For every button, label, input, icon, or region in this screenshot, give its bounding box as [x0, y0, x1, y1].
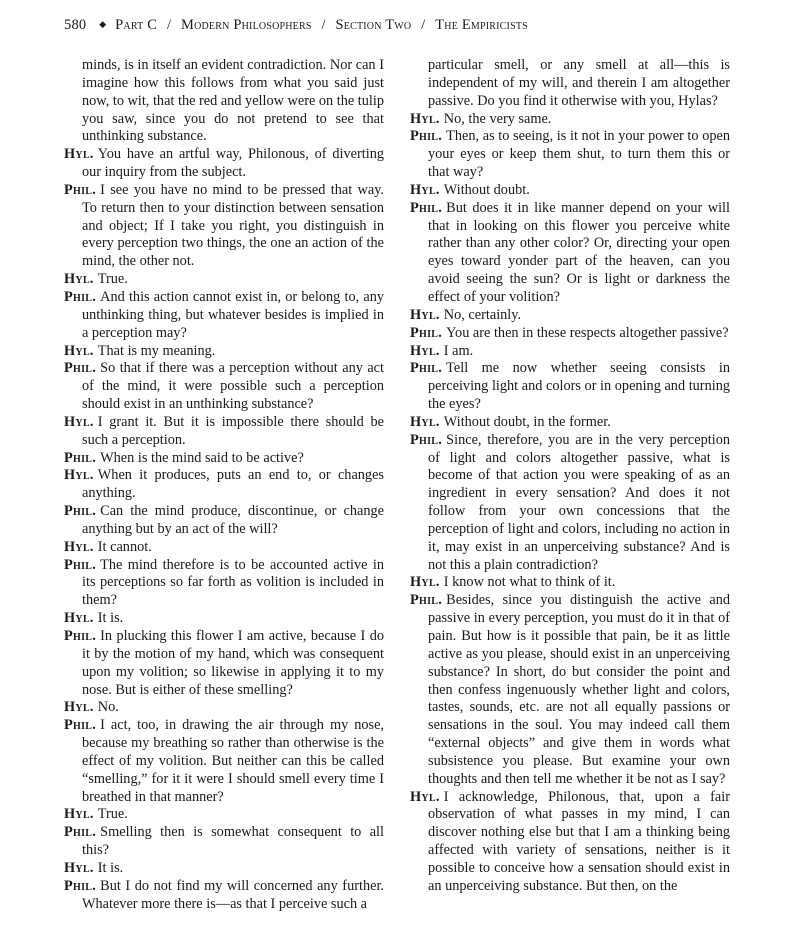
dialogue-line — [410, 200, 730, 307]
dialogue-line — [410, 111, 730, 129]
dialogue-line — [64, 628, 384, 699]
dialogue-line — [64, 860, 384, 878]
continued-text — [410, 57, 730, 111]
speaker-label: Phil. — [64, 503, 97, 520]
speaker-label: Phil. — [64, 877, 97, 894]
left-column — [64, 57, 384, 914]
dialogue-line — [64, 343, 384, 361]
dialogue-line — [64, 503, 384, 539]
right-column — [410, 57, 730, 896]
speaker-label: Phil. — [64, 556, 97, 573]
dialogue-text: I grant it. But it is impossible there should be such a perception. — [82, 413, 384, 448]
dialogue-text: When is the mind said to be active? — [100, 449, 304, 466]
dialogue-text: minds, is in itself an evident contradiction. Nor can I imagine how this follows from what you said just now, to wit, that the red and yellow were on the tulip you saw, since you do not pretend to see that unthinking substance. — [82, 57, 385, 145]
speaker-label: Hyl. — [64, 342, 94, 359]
dialogue-line — [64, 289, 384, 343]
dialogue-text: Without doubt, in the former. — [443, 413, 611, 430]
header-title: Modern Philosophers — [181, 17, 312, 33]
speaker-label: Hyl. — [410, 788, 440, 805]
dialogue-line — [64, 360, 384, 414]
speaker-label: Hyl. — [64, 859, 94, 876]
dialogue-text: But does it in like manner depend on your will that in looking on this flower you perceive white rather than any other color? Or, directing your open eyes toward yonder part of the heaven, can you avoid seeing the sun? Or is light or darkness the effect of your volition? — [428, 199, 730, 305]
dialogue-text: In plucking this flower I am active, because I do it by the motion of my hand, which was consequent upon my volition; so likewise in applying it to my nose. But is either of these smelling? — [82, 628, 384, 698]
speaker-label: Phil. — [410, 360, 443, 377]
speaker-label: Phil. — [410, 199, 443, 216]
dialogue-line — [410, 360, 730, 414]
header-separator: / — [321, 17, 326, 33]
diamond-icon: ◆ — [99, 19, 107, 29]
dialogue-text: When it produces, puts an end to, or changes anything. — [82, 467, 384, 502]
dialogue-text: I acknowledge, Philonous, that, upon a fair observation of what passes in my mind, I can discover nothing else but that I am a thinking being affected with variety of sensations, neither is it possible to conceive how a sensation should exist in an unperceiving substance. But then, on the — [428, 788, 730, 894]
dialogue-text: particular smell, or any smell at all—this is independent of my will, and therein I am altogether passive. Do you find it otherwise with you, Hylas? — [428, 57, 730, 109]
speaker-label: Phil. — [64, 717, 97, 734]
speaker-label: Hyl. — [410, 413, 440, 430]
dialogue-line — [410, 432, 730, 575]
speaker-label: Hyl. — [64, 467, 94, 484]
dialogue-text: You are then in these respects altogether passive? — [446, 324, 729, 341]
dialogue-line — [64, 271, 384, 289]
dialogue-text: And this action cannot exist in, or belong to, any unthinking thing, but whatever besides is implied in a perception may? — [82, 288, 384, 341]
header-separator: / — [421, 17, 426, 33]
speaker-label: Phil. — [410, 431, 443, 448]
dialogue-text: It cannot. — [97, 538, 152, 555]
speaker-label: Hyl. — [410, 342, 440, 359]
dialogue-line — [410, 789, 730, 896]
dialogue-line — [64, 467, 384, 503]
dialogue-text: It is. — [97, 610, 124, 627]
dialogue-text: Tell me now whether seeing consists in perceiving light and colors or in opening and turning the eyes? — [428, 360, 730, 413]
dialogue-line — [410, 307, 730, 325]
dialogue-text: Then, as to seeing, is it not in your power to open your eyes or keep them shut, to turn them this or that way? — [428, 128, 730, 181]
continued-text — [64, 57, 384, 146]
speaker-label: Phil. — [64, 288, 97, 305]
speaker-label: Hyl. — [64, 146, 94, 163]
speaker-label: Phil. — [64, 824, 97, 841]
header-section: Section Two — [335, 17, 412, 33]
dialogue-line — [64, 146, 384, 182]
dialogue-line — [410, 574, 730, 592]
speaker-label: Hyl. — [64, 413, 94, 430]
dialogue-text: I know not what to think of it. — [443, 574, 616, 591]
speaker-label: Hyl. — [64, 699, 94, 716]
dialogue-line — [410, 325, 730, 343]
speaker-label: Phil. — [64, 181, 97, 198]
dialogue-text: No. — [97, 699, 119, 716]
speaker-label: Phil. — [410, 128, 443, 145]
dialogue-text: Can the mind produce, discontinue, or change anything but by an act of the will? — [82, 503, 384, 537]
dialogue-text: It is. — [97, 859, 124, 876]
speaker-label: Hyl. — [64, 538, 94, 555]
speaker-label: Phil. — [64, 449, 97, 466]
dialogue-line — [64, 878, 384, 914]
dialogue-line — [64, 450, 384, 468]
dialogue-text: Besides, since you distinguish the active and passive in every perception, you must do it in that of pain. But how is it possible that pain, be it as little active as you please, should exist in an unperceiving substance? In short, do but consider the point and then confess ingenuously whether light and colors, tastes, sounds, etc. are not all equally passions or sensations in the soul. You may indeed call them “external objects” and give them in words what subsistence you please. But examine your own thoughts and then tell me whether it be not as I say? — [428, 592, 730, 787]
speaker-label: Hyl. — [64, 610, 94, 627]
dialogue-line — [64, 717, 384, 806]
header-part: Part C — [115, 17, 158, 33]
dialogue-text: Since, therefore, you are in the very perception of light and colors altogether passive, what is become of that action you were speaking of as an ingredient in every sensation? And does it not follow from your own concessions that the perception of light and colors, including no action in it, may exist in an unperceiving substance? And is not this a plain contradiction? — [428, 431, 730, 573]
dialogue-text: No, certainly. — [443, 306, 522, 323]
dialogue-line — [64, 699, 384, 717]
dialogue-text: Smelling then is somewhat consequent to all this? — [82, 824, 384, 859]
dialogue-text: The mind therefore is to be accounted active in its perceptions so far forth as volition is included in them? — [82, 556, 384, 609]
dialogue-line — [410, 128, 730, 182]
dialogue-text: I act, too, in drawing the air through my nose, because my breathing so rather than otherwise is the effect of my volition. But neither can this be called “smelling,” for it it were I should smell every time I breathed in that manner? — [82, 717, 384, 805]
dialogue-text: That is my meaning. — [97, 342, 216, 359]
speaker-label: Hyl. — [64, 806, 94, 823]
dialogue-line — [64, 414, 384, 450]
speaker-label: Hyl. — [64, 271, 94, 288]
dialogue-text: Without doubt. — [443, 181, 530, 198]
dialogue-text: No, the very same. — [443, 110, 552, 127]
dialogue-line — [410, 343, 730, 361]
dialogue-line — [64, 557, 384, 611]
speaker-label: Hyl. — [410, 574, 440, 591]
running-header — [64, 17, 528, 34]
dialogue-text: You have an artful way, Philonous, of diverting our inquiry from the subject. — [82, 146, 384, 181]
speaker-label: Phil. — [64, 360, 97, 377]
dialogue-text: So that if there was a perception without any act of the mind, it were possible such a perception should exist in an unthinking substance? — [82, 360, 384, 413]
dialogue-line — [64, 610, 384, 628]
dialogue-line — [410, 592, 730, 788]
speaker-label: Phil. — [64, 628, 97, 644]
speaker-label: Hyl. — [410, 110, 440, 127]
dialogue-text: True. — [97, 271, 128, 288]
dialogue-line — [64, 539, 384, 557]
header-subsection: The Empiricists — [435, 17, 528, 33]
speaker-label: Hyl. — [410, 306, 440, 323]
dialogue-text: I am. — [443, 342, 474, 359]
dialogue-line — [410, 414, 730, 432]
dialogue-text: True. — [97, 806, 128, 823]
speaker-label: Hyl. — [410, 181, 440, 198]
dialogue-line — [64, 182, 384, 271]
dialogue-text: But I do not find my will concerned any further. Whatever more there is—as that I perceive such a — [82, 877, 384, 912]
dialogue-line — [410, 182, 730, 200]
speaker-label: Phil. — [410, 592, 443, 609]
dialogue-text: I see you have no mind to be pressed that way. To return then to your distinction between sensation and object; If I take you right, you distinguish in every perception two things, the one an action of the mind, the other not. — [82, 181, 384, 270]
speaker-label: Phil. — [410, 324, 443, 341]
page-number: 580 — [64, 17, 87, 33]
dialogue-line — [64, 806, 384, 824]
dialogue-line — [64, 824, 384, 860]
header-separator: / — [166, 17, 172, 33]
